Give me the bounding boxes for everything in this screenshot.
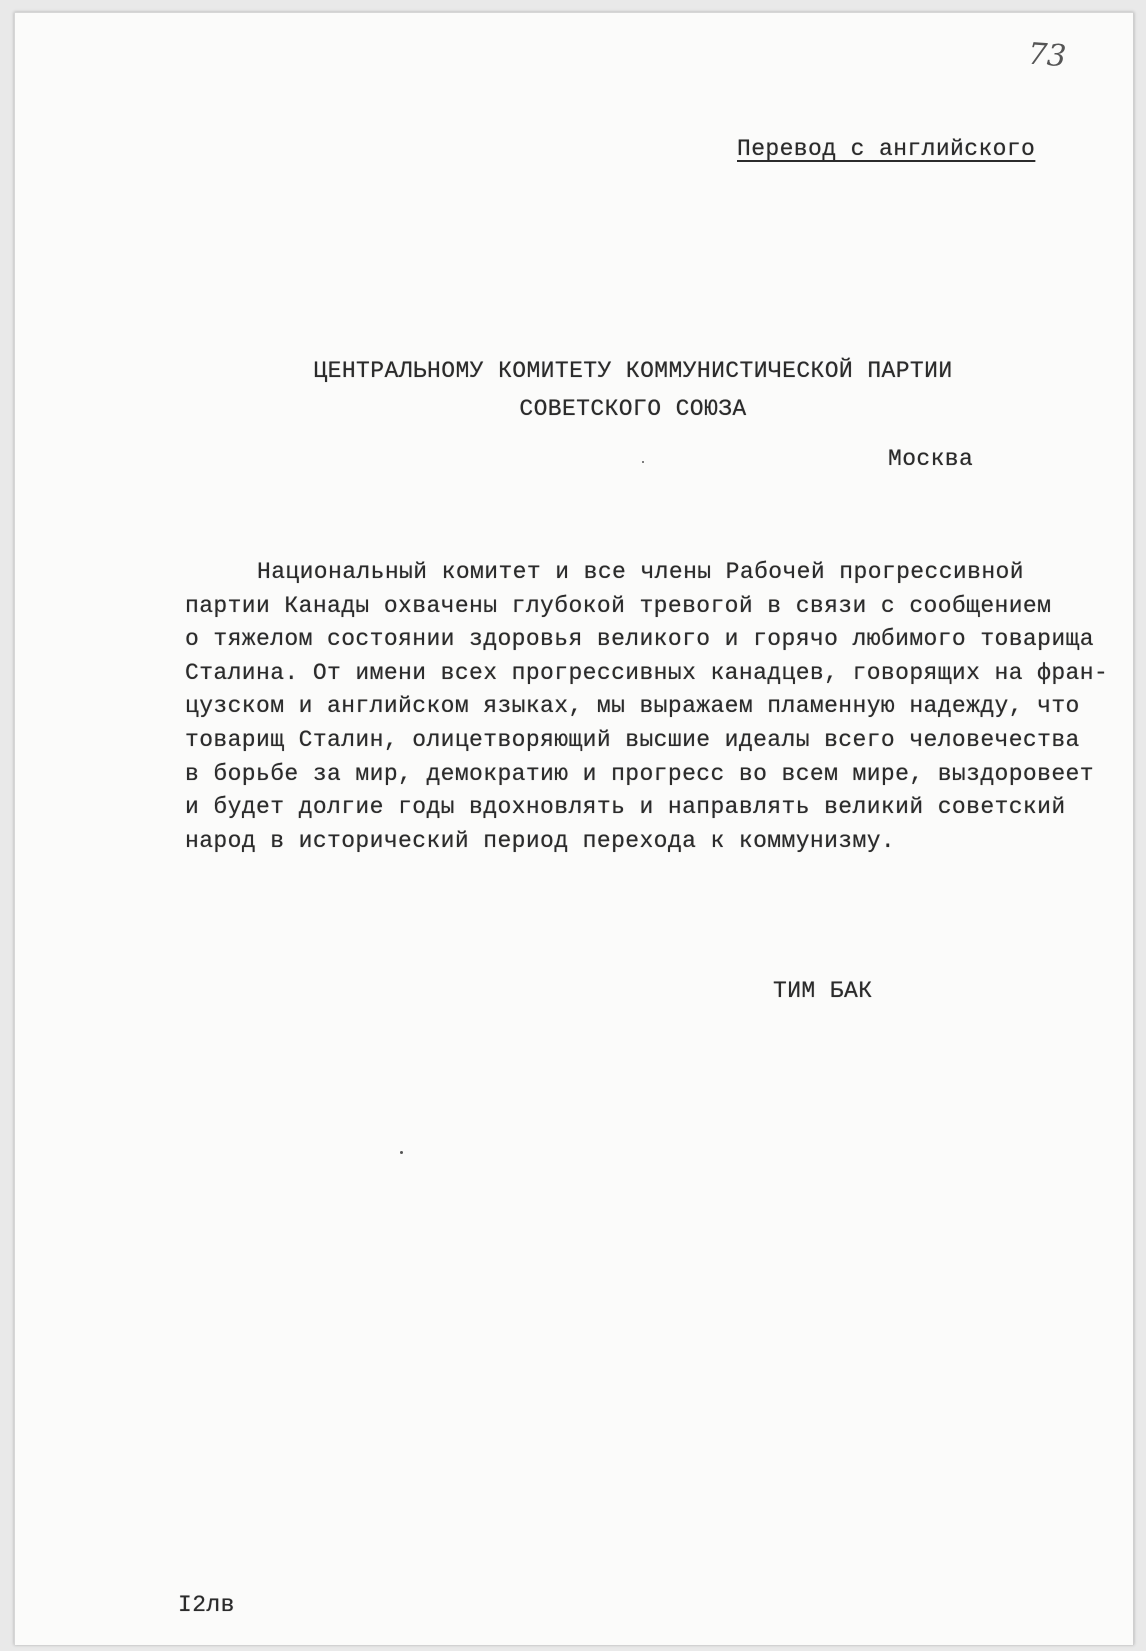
recipient-line-2: СОВЕТСКОГО СОЮЗА [519,396,747,422]
body-line: товарищ Сталин, олицетворяющий высшие идеалы всего человечества [185,726,1080,753]
body-line: в борьбе за мир, демократию и прогресс во всем мире, выздоровеет [185,760,1094,787]
paper-speck [400,1151,403,1154]
body-line: цузском и английском языках, мы выражаем пламенную надежду, что [185,693,1080,720]
city: Москва [888,446,974,472]
body-line: народ в исторический период перехода к коммунизму. [185,827,896,854]
body-line: партии Канады охвачены глубокой тревогой в связи с сообщением [185,592,1052,619]
letter-body [185,556,1109,858]
body-line: и будет долгие годы вдохновлять и направлять великий советский [185,794,1066,821]
translation-note: Перевод с английского [737,136,1036,162]
recipient-line-1: ЦЕНТРАЛЬНОМУ КОМИТЕТУ КОММУНИСТИЧЕСКОЙ ПАРТИИ [313,358,953,384]
body-line: Сталина. От имени всех прогрессивных канадцев, говорящих на фран- [185,659,1109,686]
paper-speck [642,461,644,463]
reference-code: I2лв [178,1592,235,1618]
body-line: о тяжелом состоянии здоровья великого и горячо любимого товарища [185,626,1094,653]
signature: ТИМ БАК [773,978,873,1004]
body-line: Национальный комитет и все члены Рабочей прогрессивной [257,559,1024,585]
folio-number: 73 [1026,36,1068,75]
